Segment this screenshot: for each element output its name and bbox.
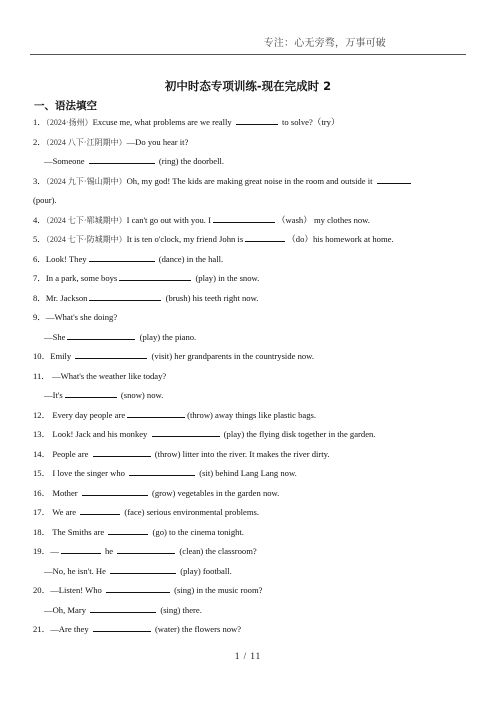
question-number: 20． (33, 585, 51, 595)
question-text: —Do you hear it? (126, 136, 189, 147)
question-13 (33, 425, 473, 445)
question-3 (33, 172, 473, 192)
question-number: 17． (33, 507, 51, 517)
question-text: Emily (50, 351, 72, 361)
question-number: 2． (33, 136, 46, 147)
question-15 (33, 464, 473, 484)
question-source: （2024 九下·锡山期中） (45, 176, 127, 186)
answer-blank[interactable] (75, 349, 147, 359)
question-text: (sing) there. (160, 604, 202, 615)
answer-blank[interactable] (90, 603, 156, 613)
answer-blank[interactable] (93, 447, 151, 457)
question-5 (33, 230, 473, 250)
answer-blank[interactable] (89, 252, 155, 262)
question-text: —What's she doing? (45, 312, 118, 322)
answer-blank[interactable] (65, 388, 117, 398)
question-text: to solve?（try） (282, 117, 340, 127)
question-text: (ring) the doorbell. (158, 156, 225, 166)
question-text: (snow) now. (120, 390, 164, 400)
question-19 (33, 542, 473, 562)
question-number: 7． (33, 273, 46, 283)
question-text: —She (44, 331, 66, 342)
answer-blank[interactable] (93, 622, 151, 632)
question-source: （2024 八下·江阴期中） (45, 137, 127, 147)
question-text: (grow) vegetables in the garden now. (151, 487, 280, 498)
answer-blank[interactable] (129, 466, 195, 476)
question-text: Excuse me, what problems are we really (92, 117, 232, 127)
question-text: I can't go out with you. I (126, 214, 211, 225)
answer-blank[interactable] (67, 330, 135, 340)
answer-blank[interactable] (110, 564, 176, 574)
question-text: (sing) in the music room? (174, 585, 263, 595)
question-list (33, 113, 473, 640)
question-text: (play) the piano. (139, 331, 197, 342)
question-9-answer-line (33, 328, 473, 348)
answer-blank[interactable] (377, 174, 411, 184)
question-text: —It's (44, 390, 63, 400)
question-source: （2024 七下·防城期中） (45, 235, 127, 244)
question-number: 14． (33, 448, 51, 459)
question-4 (33, 211, 473, 231)
answer-blank[interactable] (108, 525, 148, 535)
question-text: (brush) his teeth right now. (165, 292, 259, 303)
question-text: Oh, my god! The kids are making great noise in the room and outside it (126, 175, 373, 186)
question-text: (face) serious environmental problems. (124, 507, 259, 517)
question-text: (sit) behind Lang Lang now. (199, 468, 297, 478)
question-text: （wash） my clothes now. (276, 214, 370, 225)
question-17 (33, 503, 473, 523)
question-source: （2024 七下·郓城期中） (45, 215, 127, 225)
question-18 (33, 523, 473, 543)
question-19-answer-line (33, 562, 473, 582)
answer-blank[interactable] (80, 505, 120, 515)
question-21 (33, 620, 473, 640)
question-number: 11． (33, 370, 50, 381)
answer-blank[interactable] (82, 486, 148, 496)
question-text: (play) football. (180, 565, 232, 576)
page-number: 1 / 11 (234, 651, 262, 661)
page-header (0, 0, 496, 58)
question-text: (play) in the snow. (195, 273, 260, 283)
question-text: We are (52, 507, 77, 517)
answer-blank[interactable] (152, 427, 220, 437)
answer-blank[interactable] (61, 544, 101, 554)
question-number: 10． (33, 351, 51, 361)
question-10 (33, 347, 473, 367)
question-text: —What's the weather like today? (52, 370, 167, 381)
question-text: —Oh, Mary (44, 604, 87, 615)
question-text: Look! Jack and his monkey (52, 429, 148, 439)
question-text: (water) the flowers now? (154, 624, 242, 634)
question-2 (33, 133, 473, 153)
answer-blank[interactable] (89, 291, 161, 301)
question-text: (throw) litter into the river. It makes the river dirty. (154, 448, 330, 459)
answer-blank[interactable] (117, 544, 175, 554)
question-text: —No, he isn't. He (44, 565, 106, 576)
question-11-answer-line (33, 386, 473, 406)
question-text: （do）his homework at home. (287, 234, 394, 244)
question-text: Mr. Jackson (45, 292, 88, 303)
question-number: 21． (33, 624, 51, 634)
question-text: —Are they (50, 624, 89, 634)
question-text: I love the singer who (52, 468, 125, 478)
answer-blank[interactable] (127, 408, 185, 418)
question-text: —Listen! Who (50, 585, 102, 595)
question-text: Look! They (45, 253, 87, 264)
question-number: 16． (33, 487, 51, 498)
question-text: Mother (52, 487, 78, 498)
answer-blank[interactable] (245, 232, 285, 242)
question-9 (33, 308, 473, 328)
question-source: （2024·扬州） (45, 118, 93, 127)
question-text: The Smiths are (52, 526, 105, 537)
question-text: (clean) the classroom? (179, 546, 257, 556)
question-number: 15． (33, 468, 51, 478)
question-16 (33, 484, 473, 504)
question-text: (play) the flying disk together in the garden. (223, 429, 376, 439)
question-number: 13． (33, 429, 51, 439)
question-text: —Someone (44, 156, 85, 166)
question-number: 9． (33, 312, 46, 322)
question-8 (33, 289, 473, 309)
question-text: (go) to the cinema tonight. (152, 526, 244, 537)
question-number: 5． (33, 234, 46, 244)
question-6 (33, 250, 473, 270)
document-title: 初中时态专项训练-现在完成时 2 (164, 79, 332, 93)
question-text: (visit) her grandparents in the countryside now. (151, 351, 314, 361)
question-text: — (50, 546, 59, 556)
question-2-answer-line (33, 152, 473, 172)
question-number: 8． (33, 292, 46, 303)
answer-blank[interactable] (89, 154, 155, 164)
question-number: 12． (33, 409, 51, 420)
question-text: (pour). (33, 195, 57, 205)
question-20 (33, 581, 473, 601)
question-12 (33, 406, 473, 426)
question-number: 1． (33, 117, 46, 127)
answer-blank[interactable] (119, 271, 191, 281)
question-number: 4． (33, 214, 46, 225)
header-rule (30, 54, 466, 55)
question-text: he (104, 546, 114, 556)
question-text: In a park, some boys (45, 273, 118, 283)
question-text: People are (52, 448, 89, 459)
question-text: Every day people are (52, 409, 126, 420)
question-11 (33, 367, 473, 387)
question-3-continued (33, 191, 473, 211)
question-text: It is ten o'clock, my friend John is (126, 234, 244, 244)
question-number: 19． (33, 546, 51, 556)
question-7 (33, 269, 473, 289)
section-title: 一、语法填空 (34, 100, 97, 112)
answer-blank[interactable] (106, 583, 170, 593)
question-1 (33, 113, 473, 133)
question-number: 18． (33, 526, 51, 537)
header-motto: 专注：心无旁骛，万事可破 (263, 38, 386, 49)
question-text: (dance) in the hall. (158, 253, 224, 264)
question-20-answer-line (33, 601, 473, 621)
answer-blank[interactable] (236, 115, 278, 125)
question-text: (throw) away things like plastic bags. (187, 409, 317, 420)
question-number: 3． (33, 175, 46, 186)
answer-blank[interactable] (213, 213, 275, 223)
question-14 (33, 445, 473, 465)
question-number: 6． (33, 253, 46, 264)
